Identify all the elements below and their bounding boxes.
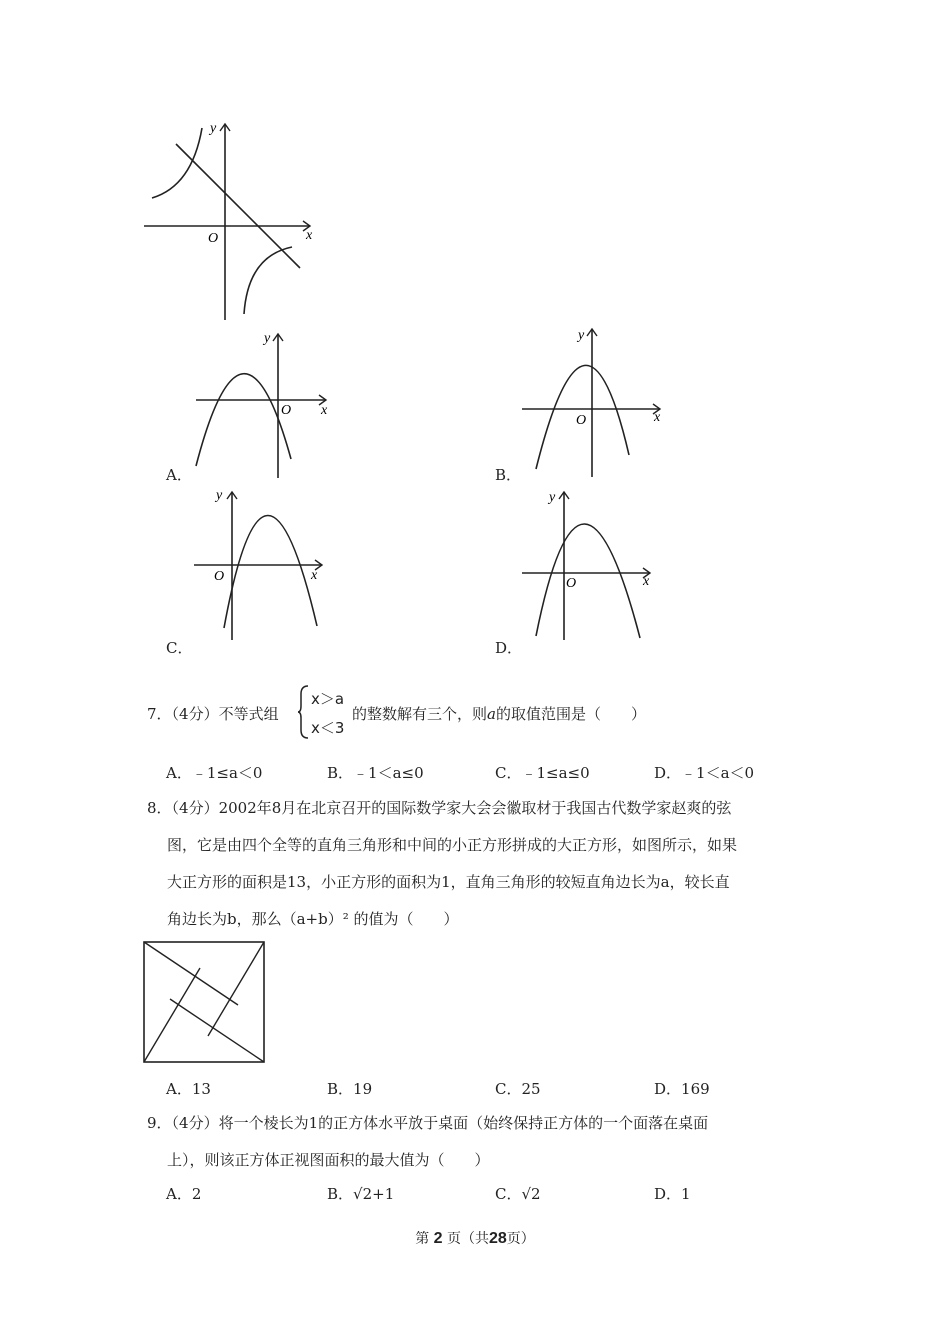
x-axis-label: x: [643, 574, 650, 589]
q9-option-a[interactable]: A．2: [166, 1185, 202, 1203]
total-page-number: 28: [489, 1230, 507, 1247]
q9-line-2: 上），则该正方体正视图面积的最大值为（ ）: [167, 1151, 490, 1169]
parabola: [536, 524, 640, 638]
q8-option-a[interactable]: A．13: [166, 1080, 211, 1098]
q9-line-1: [147, 1112, 708, 1133]
q6-option-d-label[interactable]: D．: [495, 639, 523, 657]
q6-option-c-label[interactable]: C．: [166, 639, 193, 657]
q7-option-a[interactable]: A．﹣1≤a＜0: [166, 764, 263, 782]
q7-question: [147, 703, 279, 724]
q7-question-tail: [352, 703, 646, 724]
q7-option-b[interactable]: B．﹣1＜a≤0: [327, 764, 424, 782]
q7-post2: 的取值范围是（ ）: [495, 705, 646, 723]
x-axis-label: x: [654, 410, 661, 425]
q8-option-c[interactable]: C．25: [495, 1080, 541, 1098]
q7-option-d[interactable]: D．﹣1＜a＜0: [654, 764, 755, 782]
x-axis-label: x: [306, 228, 313, 243]
q6-option-b-label[interactable]: B．: [495, 466, 522, 484]
origin-label: O: [208, 231, 219, 246]
q7-number: 7．: [147, 705, 172, 723]
q9-option-c[interactable]: C．√2: [495, 1185, 541, 1203]
line-graph: [176, 144, 300, 268]
x-axis-label: x: [311, 568, 318, 583]
q8-score: （4分）: [171, 799, 219, 817]
y-axis-label: y: [549, 490, 556, 505]
q9-score: （4分）: [171, 1114, 219, 1132]
q6-option-a-label[interactable]: A．: [166, 466, 192, 484]
origin-label: O: [566, 576, 577, 591]
q8-option-b[interactable]: B．19: [327, 1080, 373, 1098]
q6-option-a-graph: [190, 330, 335, 480]
y-axis-label: y: [578, 328, 585, 343]
parabola: [196, 374, 291, 466]
q8-line-2: 图，它是由四个全等的直角三角形和中间的小正方形拼成的大正方形，如图所示，如果: [167, 836, 738, 854]
q8-line-3: 大正方形的面积是13，小正方形的面积为1，直角三角形的较短直角边长为a，较长直: [167, 873, 730, 891]
x-axis-label: x: [321, 403, 328, 418]
q9-option-b[interactable]: B．√2+1: [327, 1185, 395, 1203]
hyperbola-lower-branch: [244, 247, 292, 314]
q6-main-graph: [140, 118, 320, 323]
y-axis-label: y: [216, 488, 223, 503]
q7-pre: 不等式组: [218, 705, 279, 723]
q7-post1: 的整数解有三个，则: [352, 705, 488, 723]
q9-number: 9．: [147, 1114, 172, 1132]
q8-number: 8．: [147, 799, 172, 817]
q7-option-c[interactable]: C．﹣1≤a≤0: [495, 764, 590, 782]
q6-option-d-graph: [518, 488, 663, 643]
parabola: [224, 515, 317, 628]
q7-var: a: [487, 705, 496, 723]
origin-label: O: [576, 413, 587, 428]
q6-option-b-graph: [518, 325, 668, 480]
page-footer: 第 2 页（共28页）: [415, 1230, 535, 1247]
origin-label: O: [214, 569, 225, 584]
q7-score: （4分）: [171, 705, 219, 723]
current-page-number: 2: [433, 1230, 443, 1247]
zhao-shuang-string-diagram: [142, 940, 266, 1064]
q6-option-c-graph: [190, 488, 335, 643]
q8-line-1: [147, 797, 731, 818]
y-axis-label: y: [264, 331, 271, 346]
q8-line-4: 角边长为b，那么（a+b）² 的值为（ ）: [167, 910, 459, 928]
q8-option-d[interactable]: D．169: [654, 1080, 710, 1098]
q7-inequality-2: x＜3: [311, 719, 345, 737]
q8-text-1: 2002年8月在北京召开的国际数学家大会会徽取材于我国古代数学家赵爽的弦: [218, 799, 732, 817]
q7-inequality-1: x＞a: [311, 690, 345, 708]
origin-label: O: [281, 403, 292, 418]
q9-text-1: 将一个棱长为1的正方体水平放于桌面（始终保持正方体的一个面落在桌面: [218, 1114, 709, 1132]
y-axis-label: y: [210, 121, 217, 136]
q9-option-d[interactable]: D．1: [654, 1185, 691, 1203]
